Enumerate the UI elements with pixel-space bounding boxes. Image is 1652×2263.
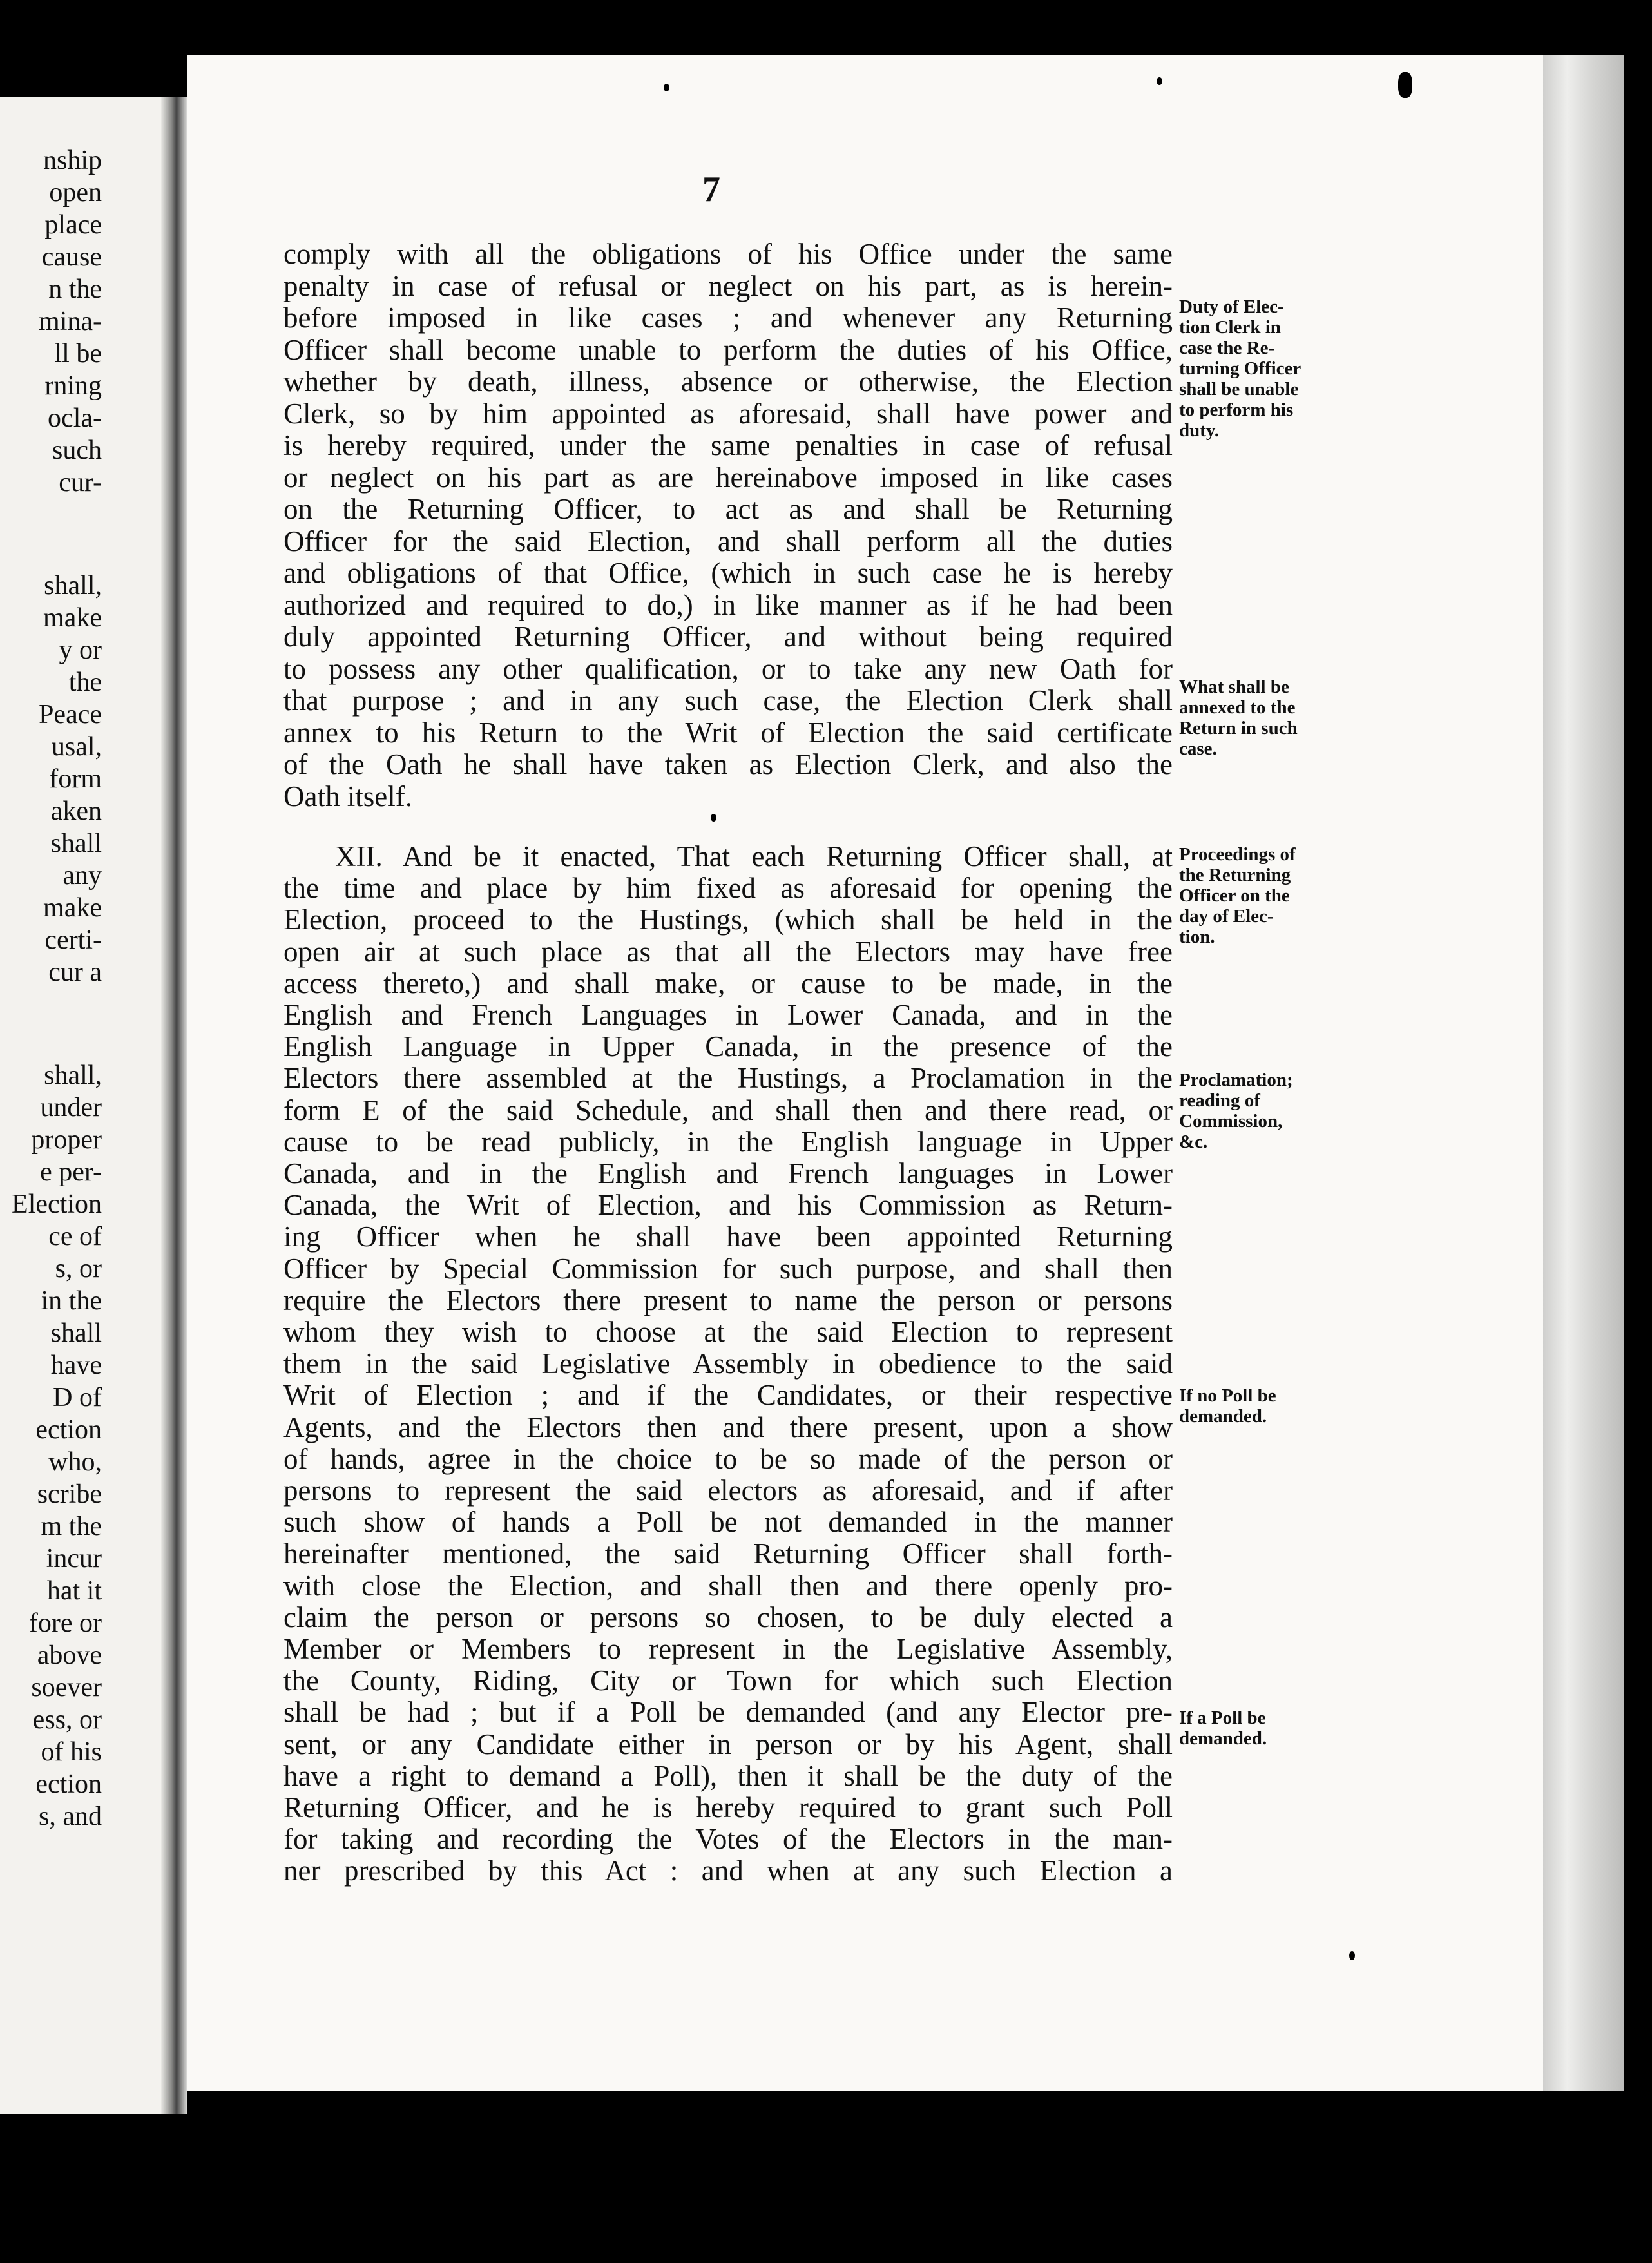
page-edge — [1543, 55, 1624, 2091]
text-line: the County, Riding, City or Town for which such Election — [283, 1664, 1173, 1697]
left-page-text-fragment: shall — [50, 829, 102, 858]
text-line: sent, or any Candidate either in person or by his Agent, shall — [283, 1728, 1173, 1760]
text-line: of the Oath he shall have taken as Election Clerk, and also the — [283, 748, 1173, 780]
left-page-text-fragment: in the — [41, 1286, 102, 1316]
left-page-text-fragment: any — [62, 861, 102, 891]
left-page-text-fragment: s, and — [39, 1802, 102, 1831]
left-page-text-fragment: cause — [41, 242, 102, 272]
text-line: whether by death, illness, absence or otherwise, the Election — [283, 365, 1173, 398]
left-page-text-fragment: n the — [48, 274, 102, 304]
margin-note-line: annexed to the — [1179, 697, 1296, 718]
margin-note — [1179, 677, 1347, 759]
margin-note-line: What shall be — [1179, 677, 1289, 697]
left-page-text-fragment: hat it — [46, 1576, 102, 1606]
margin-note-line: &c. — [1179, 1132, 1208, 1152]
margin-note-line: reading of — [1179, 1090, 1260, 1111]
text-line: Oath itself. — [283, 780, 412, 813]
text-line: require the Electors there present to name the person or persons — [283, 1284, 1173, 1316]
text-line: duly appointed Returning Officer, and without being required — [283, 621, 1173, 653]
margin-note-line: case. — [1179, 738, 1217, 759]
text-line: Officer by Special Commission for such purpose, and shall then — [283, 1252, 1173, 1285]
text-line: Canada, the Writ of Election, and his Commission as Return- — [283, 1189, 1173, 1222]
text-line: Clerk, so by him appointed as aforesaid, shall have power and — [283, 397, 1173, 430]
left-page-text-fragment: ection — [35, 1415, 102, 1445]
margin-note-line: Proceedings of — [1179, 844, 1296, 865]
text-line: form E of the said Schedule, and shall then and there read, or — [283, 1093, 1173, 1126]
text-line: the time and place by him fixed as aforesaid for opening the — [283, 872, 1173, 905]
left-page-text-fragment: ection — [35, 1769, 102, 1799]
margin-note-line: If no Poll be — [1179, 1385, 1276, 1406]
left-page-text-fragment: y or — [59, 635, 102, 665]
left-page-text-fragment: the — [68, 668, 102, 697]
text-line: or neglect on his part as are hereinabove imposed in like cases — [283, 461, 1173, 494]
left-page-text-fragment: ll be — [54, 339, 102, 369]
margin-note-line: the Returning — [1179, 865, 1291, 885]
margin-note-line: If a Poll be — [1179, 1708, 1266, 1728]
text-line: have a right to demand a Poll), then it shall be the duty of the — [283, 1759, 1173, 1792]
book-gutter — [161, 97, 187, 2114]
margin-note-line: to perform his — [1179, 400, 1294, 420]
left-page-text-fragment: of his — [41, 1737, 102, 1767]
left-page-text-fragment: who, — [48, 1447, 102, 1477]
left-page-text-fragment: make — [43, 893, 102, 923]
text-line: Canada, and in the English and French languages in Lower — [283, 1157, 1173, 1189]
left-page-text-fragment: mina- — [39, 307, 102, 336]
margin-note — [1179, 844, 1347, 947]
left-page-text-fragment: Peace — [39, 700, 102, 729]
margin-note-line: Commission, — [1179, 1111, 1283, 1132]
text-line: persons to represent the said electors as aforesaid, and if after — [283, 1474, 1173, 1507]
scan-speck — [1157, 77, 1162, 85]
left-page-text-fragment: rning — [44, 371, 102, 401]
text-line: annex to his Return to the Writ of Election the said certificate — [283, 716, 1173, 749]
scan-speck — [1349, 1951, 1355, 1960]
left-page-text-fragment: shall — [50, 1318, 102, 1348]
scan-speck — [664, 84, 669, 91]
text-line: English Language in Upper Canada, in the presence of the — [283, 1030, 1173, 1063]
left-page-text-fragment: under — [40, 1093, 102, 1122]
margin-note-line: duty. — [1179, 420, 1220, 441]
left-page-text-fragment: ce of — [48, 1222, 102, 1251]
text-line: on the Returning Officer, to act as and shall be Returning — [283, 493, 1173, 525]
margin-note-line: demanded. — [1179, 1406, 1267, 1427]
left-page-text-fragment: usal, — [51, 732, 102, 762]
left-page-text-fragment: soever — [31, 1673, 102, 1702]
text-line: is hereby required, under the same penalties in case of refusal — [283, 429, 1173, 461]
margin-note — [1179, 1385, 1347, 1427]
left-page-text-fragment: m the — [41, 1512, 102, 1541]
text-line: such show of hands a Poll be not demanded in the manner — [283, 1506, 1173, 1539]
left-page-text-fragment: make — [43, 603, 102, 633]
text-line: authorized and required to do,) in like manner as if he had been — [283, 588, 1173, 621]
text-line: before imposed in like cases ; and whenever any Returning — [283, 302, 1173, 334]
page-number: 7 — [702, 169, 720, 209]
scan-speck — [1398, 72, 1412, 98]
left-page-text-fragment: incur — [46, 1544, 102, 1574]
text-line: Writ of Election ; and if the Candidates, or their respective — [283, 1379, 1173, 1412]
left-page-text-fragment: fore or — [28, 1608, 102, 1638]
text-line: them in the said Legislative Assembly in obedience to the said — [283, 1347, 1173, 1380]
text-line: English and French Languages in Lower Canada, and in the — [283, 999, 1173, 1031]
left-page-text-fragment: shall, — [44, 1061, 102, 1090]
left-page-text-fragment: cur a — [48, 958, 102, 987]
text-line: of hands, agree in the choice to be so made of the person or — [283, 1442, 1173, 1475]
margin-note-line: shall be unable — [1179, 379, 1299, 400]
text-line: and obligations of that Office, (which in such case he is hereby — [283, 557, 1173, 589]
text-line: shall be had ; but if a Poll be demanded (and any Elector pre- — [283, 1696, 1173, 1729]
text-line: hereinafter mentioned, the said Returning Officer shall forth- — [283, 1537, 1173, 1570]
text-line: open air at such place as that all the Electors may have free — [283, 935, 1173, 968]
text-line: Election, proceed to the Hustings, (which shall be held in the — [283, 903, 1173, 936]
margin-note-line: case the Re- — [1179, 338, 1275, 358]
margin-note — [1179, 1070, 1347, 1152]
text-line: XII. And be it enacted, That each Returning Officer shall, at — [335, 840, 1173, 872]
text-line: Officer shall become unable to perform the duties of his Office, — [283, 333, 1173, 366]
text-line: claim the person or persons so chosen, to be duly elected a — [283, 1601, 1173, 1633]
text-line: cause to be read publicly, in the English language in Upper — [283, 1125, 1173, 1158]
left-page-text-fragment: form — [49, 764, 102, 794]
text-line: ner prescribed by this Act : and when at any such Election a — [283, 1854, 1173, 1887]
left-page-text-fragment: nship — [43, 146, 102, 175]
text-line: whom they wish to choose at the said Election to represent — [283, 1316, 1173, 1348]
left-page-text-fragment: scribe — [37, 1479, 102, 1509]
margin-note-line: tion. — [1179, 927, 1215, 947]
text-line: that purpose ; and in any such case, the Election Clerk shall — [283, 684, 1173, 717]
text-line: to possess any other qualification, or to take any new Oath for — [283, 652, 1173, 685]
left-page-text-fragment: shall, — [44, 571, 102, 601]
text-line: penalty in case of refusal or neglect on his part, as is herein- — [283, 269, 1173, 302]
text-line: access thereto,) and shall make, or cause to be made, in the — [283, 967, 1173, 999]
text-line: for taking and recording the Votes of the Electors in the man- — [283, 1823, 1173, 1856]
margin-note-line: Return in such — [1179, 718, 1298, 738]
margin-note-line: demanded. — [1179, 1728, 1267, 1749]
left-page-text-fragment: proper — [31, 1125, 102, 1155]
margin-note — [1179, 1708, 1347, 1749]
text-line: Agents, and the Electors then and there present, upon a show — [283, 1411, 1173, 1443]
scan-speck — [711, 814, 716, 822]
left-page-text-fragment: above — [37, 1641, 102, 1670]
left-page-text-fragment: ocla- — [48, 403, 102, 433]
text-line: ing Officer when he shall have been appointed Returning — [283, 1220, 1173, 1253]
left-page-text-fragment: aken — [50, 796, 102, 826]
text-line: Electors there assembled at the Hustings, a Proclamation in the — [283, 1062, 1173, 1095]
left-page-text-fragment: have — [50, 1351, 102, 1380]
left-page-text-fragment: certi- — [44, 925, 102, 955]
text-line: Member or Members to represent in the Legislative Assembly, — [283, 1633, 1173, 1665]
margin-note-line: day of Elec- — [1179, 906, 1274, 927]
left-page-text-fragment: place — [44, 210, 102, 240]
margin-note-line: tion Clerk in — [1179, 317, 1281, 338]
text-line: Returning Officer, and he is hereby required to grant such Poll — [283, 1791, 1173, 1824]
text-line: comply with all the obligations of his Office under the same — [283, 238, 1173, 270]
margin-note-line: turning Officer — [1179, 358, 1301, 379]
text-line: with close the Election, and shall then and there openly pro- — [283, 1569, 1173, 1602]
left-page-fragment — [0, 97, 161, 2114]
left-page-text-fragment: e per- — [40, 1157, 102, 1187]
left-page-text-fragment: cur- — [59, 468, 102, 497]
left-page-text-fragment: D of — [53, 1383, 102, 1412]
left-page-text-fragment: s, or — [55, 1254, 102, 1284]
left-page-text-fragment: ess, or — [32, 1705, 102, 1735]
margin-note-line: Officer on the — [1179, 885, 1290, 906]
text-line: Officer for the said Election, and shall perform all the duties — [283, 525, 1173, 557]
left-page-text-fragment: open — [49, 178, 102, 207]
left-page-text-fragment: such — [52, 436, 102, 465]
margin-note-line: Duty of Elec- — [1179, 296, 1284, 317]
margin-note-line: Proclamation; — [1179, 1070, 1293, 1090]
left-page-text-fragment: Election — [12, 1189, 102, 1219]
margin-note — [1179, 296, 1347, 441]
